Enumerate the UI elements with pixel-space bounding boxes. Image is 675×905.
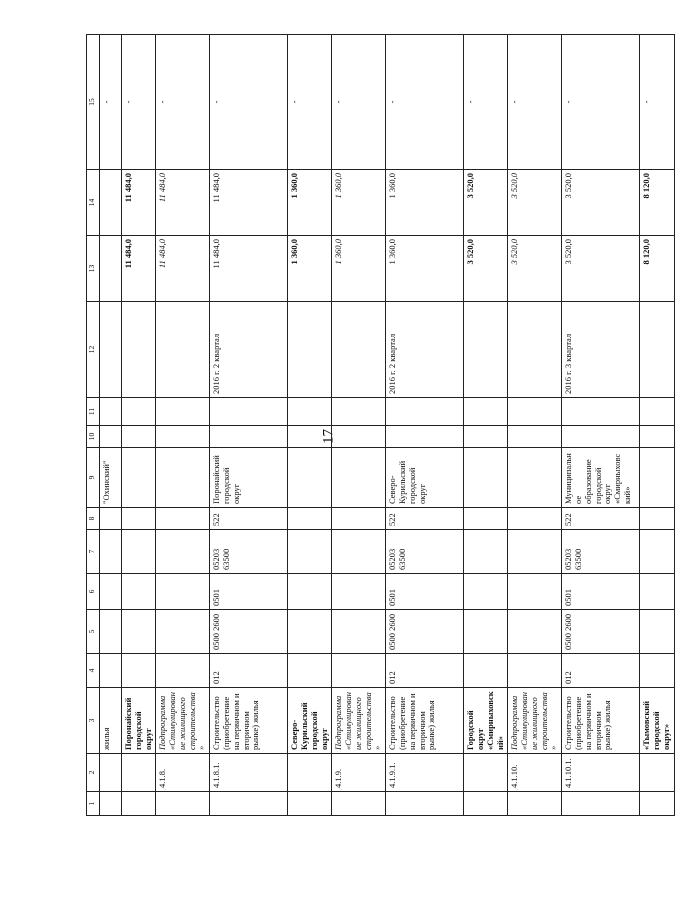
cell-item-number: 4.1.9. [332,754,386,792]
cell-recipient [156,448,210,508]
cell-col-11 [562,398,640,426]
cell-item-name: Строительство (приобретение на первичном и вторичном рынке) жилья [562,688,640,754]
column-number-13: 13 [87,236,100,302]
cell-col-11 [640,398,674,426]
cell-code-grbs [122,654,156,688]
cell-code-target [288,530,332,574]
cell-item-number [464,754,508,792]
cell-code-target [156,530,210,574]
cell-code-grbs: 012 [562,654,640,688]
cell-code-grbs [288,654,332,688]
cell-code-target: 05203 63500 [210,530,288,574]
cell-item-name: Поронайский городской округ [122,688,156,754]
cell-recipient: Поронайский городской округ [210,448,288,508]
column-number-row [87,35,100,816]
cell-code-subsection [640,574,674,610]
cell-item-name: Строительство (приобретение на первичном и вторичном рынке) жилья [210,688,288,754]
cell-code-expense-type [508,508,562,530]
cell-item-number [122,754,156,792]
cell-amount-year: 3 520,0 [464,170,508,236]
cell-code-subsection [156,574,210,610]
cell-code-section [464,610,508,654]
page-number: 17 [320,429,337,444]
cell-col-15: - [640,35,674,170]
table-row [122,35,156,816]
cell-amount-year: 11 484,0 [210,170,288,236]
cell-col-10 [332,426,386,448]
cell-deadline [332,302,386,398]
cell-recipient: "Охинский" [100,448,122,508]
column-number-5: 5 [87,610,100,654]
cell-amount-total: 1 360,0 [386,236,464,302]
cell-deadline [100,302,122,398]
cell-amount-total: 1 360,0 [332,236,386,302]
cell-amount-total: 11 484,0 [122,236,156,302]
column-number-15: 15 [87,35,100,170]
cell-col-15: - [464,35,508,170]
cell-code-expense-type: 522 [210,508,288,530]
cell-item-number [640,754,674,792]
column-number-6: 6 [87,574,100,610]
cell-code-section: 0500 2600 [210,610,288,654]
column-number-2: 2 [87,754,100,792]
cell-col-15: - [332,35,386,170]
cell-code-subsection [288,574,332,610]
cell-col-10 [386,426,464,448]
cell-code-section [288,610,332,654]
cell-col-10 [288,426,332,448]
cell-deadline [508,302,562,398]
table-row [386,35,464,816]
cell-item-name: «Тымовский городской округ» [640,688,674,754]
cell-amount-year: 3 520,0 [508,170,562,236]
cell-col-10 [122,426,156,448]
rotated-table-wrapper [86,35,671,816]
cell-blank [156,792,210,816]
cell-col-15: - [386,35,464,170]
cell-code-subsection: 0501 [562,574,640,610]
cell-col-10 [210,426,288,448]
cell-code-grbs [508,654,562,688]
cell-code-expense-type [156,508,210,530]
cell-col-15: - [508,35,562,170]
table-row [464,35,508,816]
cell-col-11 [332,398,386,426]
cell-code-subsection [100,574,122,610]
cell-blank [562,792,640,816]
cell-item-name: Строительство (приобретение на первичном и вторичном рынке) жилья [386,688,464,754]
cell-code-section [100,610,122,654]
cell-code-target [122,530,156,574]
cell-code-grbs: 012 [210,654,288,688]
cell-col-10 [156,426,210,448]
column-number-9: 9 [87,448,100,508]
column-number-7: 7 [87,530,100,574]
table-row [508,35,562,816]
cell-item-name: Подпрограмма «Стимулирование жилищного строительства» [332,688,386,754]
cell-code-subsection [122,574,156,610]
cell-recipient [640,448,674,508]
cell-code-section [508,610,562,654]
cell-deadline [464,302,508,398]
cell-code-target [508,530,562,574]
cell-amount-total: 3 520,0 [464,236,508,302]
cell-code-subsection: 0501 [210,574,288,610]
cell-code-section [122,610,156,654]
cell-amount-year [100,170,122,236]
column-number-3: 3 [87,688,100,754]
cell-blank [288,792,332,816]
cell-col-11 [100,398,122,426]
table-row [640,35,674,816]
cell-deadline: 2016 г. 2 квартал [210,302,288,398]
budget-table [86,34,675,816]
cell-amount-total: 3 520,0 [508,236,562,302]
cell-code-target: 05203 63500 [562,530,640,574]
cell-col-10 [508,426,562,448]
cell-recipient: Муниципальное образование городской округ «Смирныховский» [562,448,640,508]
column-number-12: 12 [87,302,100,398]
cell-code-grbs: 012 [386,654,464,688]
cell-deadline: 2016 г. 3 квартал [562,302,640,398]
table-row [156,35,210,816]
cell-code-expense-type [464,508,508,530]
cell-code-grbs [332,654,386,688]
cell-amount-total: 11 484,0 [156,236,210,302]
cell-code-section [156,610,210,654]
cell-col-10 [640,426,674,448]
cell-blank [332,792,386,816]
cell-code-expense-type [288,508,332,530]
cell-item-name: Городской округ «Смирныховский» [464,688,508,754]
cell-deadline [156,302,210,398]
cell-code-expense-type [640,508,674,530]
cell-item-number: 4.1.8.1. [210,754,288,792]
cell-blank [386,792,464,816]
cell-amount-year: 1 360,0 [332,170,386,236]
cell-code-grbs [156,654,210,688]
cell-code-grbs [640,654,674,688]
cell-code-grbs [100,654,122,688]
cell-blank [122,792,156,816]
column-number-14: 14 [87,170,100,236]
cell-deadline [288,302,332,398]
cell-code-subsection [464,574,508,610]
cell-code-target [100,530,122,574]
cell-code-target [464,530,508,574]
cell-amount-year: 11 484,0 [156,170,210,236]
cell-amount-year: 1 360,0 [386,170,464,236]
cell-amount-year: 1 360,0 [288,170,332,236]
cell-col-11 [156,398,210,426]
cell-code-target: 05203 63500 [386,530,464,574]
cell-col-15: - [210,35,288,170]
table-row [100,35,122,816]
cell-col-15: - [122,35,156,170]
cell-amount-total: 11 484,0 [210,236,288,302]
cell-col-15: - [100,35,122,170]
cell-amount-total: 3 520,0 [562,236,640,302]
table-row [332,35,386,816]
cell-item-name: Северо-Курильский городской округ [288,688,332,754]
cell-item-name: жилья [100,688,122,754]
cell-amount-total: 1 360,0 [288,236,332,302]
cell-blank [640,792,674,816]
cell-col-15: - [156,35,210,170]
cell-blank [100,792,122,816]
column-number-8: 8 [87,508,100,530]
column-number-4: 4 [87,654,100,688]
cell-code-subsection [508,574,562,610]
cell-col-11 [122,398,156,426]
cell-code-expense-type: 522 [386,508,464,530]
cell-code-section: 0500 2600 [562,610,640,654]
cell-recipient [288,448,332,508]
table-body [87,35,675,816]
cell-item-name: Подпрограмма «Стимулирование жилищного строительства» [156,688,210,754]
cell-item-number: 4.1.9.1. [386,754,464,792]
cell-col-10 [100,426,122,448]
cell-recipient [332,448,386,508]
table-row [210,35,288,816]
cell-recipient [464,448,508,508]
cell-code-section: 0500 2600 [386,610,464,654]
cell-amount-year: 3 520,0 [562,170,640,236]
cell-code-expense-type [122,508,156,530]
cell-item-number [100,754,122,792]
cell-code-expense-type: 522 [562,508,640,530]
cell-code-section [640,610,674,654]
cell-recipient: Северо-Курильский городской округ [386,448,464,508]
cell-col-15: - [288,35,332,170]
cell-deadline [640,302,674,398]
cell-code-grbs [464,654,508,688]
cell-deadline [122,302,156,398]
cell-amount-total: 8 120,0 [640,236,674,302]
column-number-11: 11 [87,398,100,426]
cell-blank [464,792,508,816]
cell-col-11 [288,398,332,426]
cell-item-number: 4.1.10. [508,754,562,792]
cell-code-subsection [332,574,386,610]
column-number-10: 10 [87,426,100,448]
cell-code-target [332,530,386,574]
cell-col-10 [562,426,640,448]
cell-deadline: 2016 г. 2 квартал [386,302,464,398]
cell-item-number: 4.1.8. [156,754,210,792]
cell-blank [210,792,288,816]
column-number-1: 1 [87,792,100,816]
cell-code-subsection: 0501 [386,574,464,610]
cell-col-15: - [562,35,640,170]
cell-amount-total [100,236,122,302]
cell-col-11 [508,398,562,426]
cell-recipient [122,448,156,508]
table-row [288,35,332,816]
cell-amount-year: 8 120,0 [640,170,674,236]
cell-item-number: 4.1.10.1. [562,754,640,792]
cell-col-11 [386,398,464,426]
cell-col-11 [210,398,288,426]
cell-code-expense-type [332,508,386,530]
cell-code-section [332,610,386,654]
cell-recipient [508,448,562,508]
cell-amount-year: 11 484,0 [122,170,156,236]
cell-item-number [288,754,332,792]
cell-col-11 [464,398,508,426]
cell-code-target [640,530,674,574]
cell-blank [508,792,562,816]
cell-col-10 [464,426,508,448]
cell-item-name: Подпрограмма «Стимулирование жилищного строительства» [508,688,562,754]
table-row [562,35,640,816]
cell-code-expense-type [100,508,122,530]
